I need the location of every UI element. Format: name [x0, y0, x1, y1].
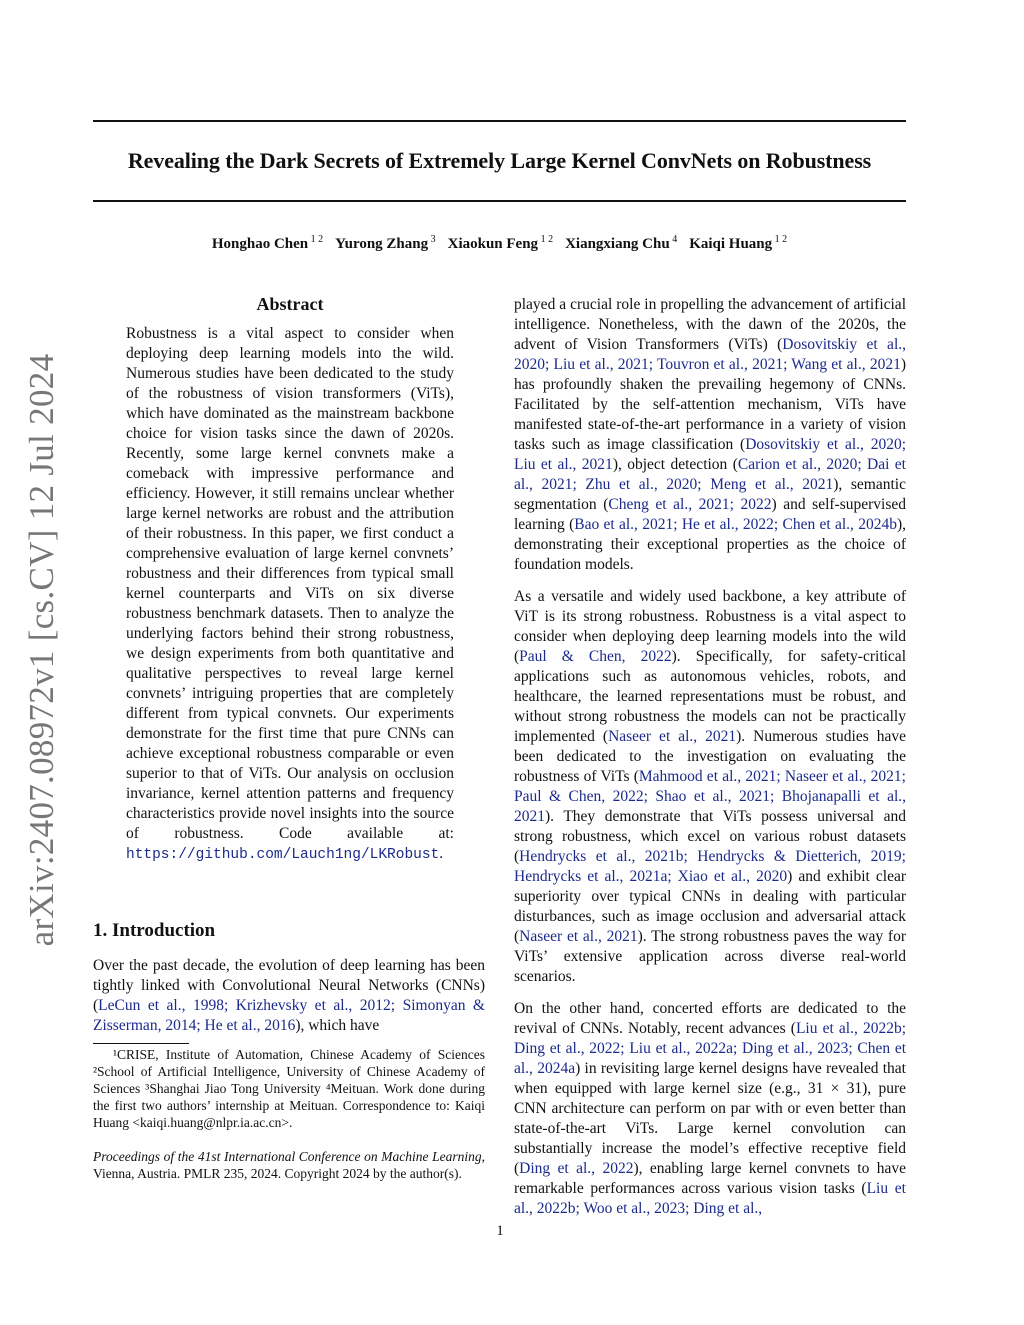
paragraph-text: ), demonstrating their exceptional properties as the choice of foundation models.: [514, 516, 906, 573]
proceedings-note: [93, 1148, 485, 1182]
abstract-heading: Abstract: [256, 294, 324, 314]
citation-link[interactable]: Dosovitskiy et al., 2020; Liu et al., 2021; Touvron et al., 2021; Wang et al., 2021: [514, 336, 906, 373]
citation-link[interactable]: Paul & Chen, 2022: [519, 648, 672, 665]
author-affiliation: 4: [669, 234, 678, 245]
paragraph-text: ) has profoundly shaken the prevailing hegemony of CNNs. Facilitated by the self-attention mechanism, ViTs have manifested state-of-the-art performance in a variety of vision tasks such as image classification (: [514, 356, 906, 453]
body-paragraph: [514, 587, 906, 987]
footnote-rule: [93, 1043, 189, 1044]
paper-title: Revealing the Dark Secrets of Extremely Large Kernel ConvNets on Robustness: [127, 148, 872, 173]
paragraph-text: ) in revisiting large kernel designs have revealed that when equipped with large kernel size (e.g., 31 × 31), pure CNN architecture can perform on par with or even better than state-of-the-art ViTs. Large kernel convolution can substantially increase the model’s effective receptive field (: [514, 1060, 906, 1177]
citation-link[interactable]: Naseer et al., 2021: [608, 728, 737, 745]
paragraph-text: ). Numerous studies have been dedicated to the investigation on evaluating the robustness of ViTs (: [514, 728, 906, 785]
author-name: Honghao Chen $^{1 2}$: [211, 234, 324, 252]
right-column: [514, 295, 906, 1231]
citation-link[interactable]: Dosovitskiy et al., 2020; Liu et al., 2021: [514, 436, 906, 473]
citation-link[interactable]: Hendrycks et al., 2021b; Hendrycks & Dietterich, 2019; Hendrycks et al., 2021a; Xiao et al., 2020: [514, 848, 906, 885]
author-affiliation: 1 2: [308, 234, 324, 245]
title-bottom-rule: [93, 200, 906, 202]
proceedings-details: , Vienna, Austria. PMLR 235, 2024. Copyright 2024 by the author(s).: [93, 1149, 485, 1181]
author-affiliation: 1 2: [772, 234, 788, 245]
paragraph-text: ), object detection (: [612, 456, 738, 473]
introduction-paragraph: [93, 956, 485, 1036]
body-paragraph: [514, 999, 906, 1219]
paragraph-text: ) and exhibit clear superiority over typical CNNs in dealing with particular disturbances, such as image occlusion and adversarial attack (: [514, 868, 906, 945]
paragraph-text: ). The strong robustness paves the way for ViTs’ extensive application across diverse real-world scenarios.: [514, 928, 906, 985]
author-name: Xiangxiang Chu $^4$: [565, 234, 678, 252]
paragraph-text: ). Specifically, for safety-critical applications such as autonomous vehicles, robots, and healthcare, the learned representations must be robust, and without strong robustness the models can not be practically implemented (: [514, 648, 906, 745]
abstract: Abstract Robustness is a vital aspect to consider when deploying deep learning models into the wild. Numerous studies have been dedicated to the study of the robustness of vision transformers (ViTs), which have dominated as the mainstream backbone choice for vision tasks since the dawn of 2020s. Recently, some large kernel convnets make a comeback with impressive performance and efficiency. However, it still remains unclear whether large kernel networks are robust and the attribution of their robustness. In this paper, we first conduct a comprehensive evaluation of large kernel convnets’ robustness and their differences from typical small kernel counterparts and ViTs on six diverse robustness benchmark datasets. Then to analyze the underlying factors behind their strong robustness, we design experiments from both quantitative and qualitative perspectives to reveal large kernel convnets’ intriguing properties that are completely different from typical convnets. Our experiments demonstrate for the first time that pure CNNs can achieve exceptional robustness comparable or even superior to that of ViTs. Our analysis on occlusion invariance, kernel attention patterns and frequency characteristics provide novel insights into the source of robustness. Code available at: https://github.com/Lauch1ng/LKRobust.: [126, 294, 454, 863]
title-top-rule: [93, 120, 906, 122]
citation-link[interactable]: Liu et al., 2022b; Woo et al., 2023; Ding et al.,: [514, 1180, 906, 1217]
paragraph-text: ), enabling large kernel convnets to have remarkable performances across various vision tasks (: [514, 1160, 907, 1197]
intro-text: Over the past decade, the evolution of deep learning has been tightly linked with Convolutional Neural Networks (CNNs) (: [93, 957, 485, 1014]
abstract-text: Robustness is a vital aspect to consider when deploying deep learning models into the wild. Numerous studies have been dedicated to the study of the robustness of vision transformers (ViTs), which have dominated as the mainstream backbone choice for vision tasks since the dawn of 2020s. Recently, some large kernel convnets make a comeback with impressive performance and efficiency. However, it still remains unclear whether large kernel networks are robust and the attribution of their robustness. In this paper, we first conduct a comprehensive evaluation of large kernel convnets’ robustness and their differences from typical small kernel counterparts and ViTs on six diverse robustness benchmark datasets. Then to analyze the underlying factors behind their strong robustness, we design experiments from both quantitative and qualitative perspectives to reveal large kernel convnets’ intriguing properties that are completely different from typical convnets. Our experiments demonstrate for the first time that pure CNNs can achieve exceptional robustness comparable or even superior to that of ViTs. Our analysis on occlusion invariance, kernel attention patterns and frequency characteristics provide novel insights into the source of robustness. Code available at:: [126, 325, 454, 842]
author-name: Xiaokun Feng $^{1 2}$: [447, 234, 554, 252]
citation-link[interactable]: Bao et al., 2021; He et al., 2022; Chen et al., 2024b: [574, 516, 897, 533]
introduction-heading: 1. Introduction: [93, 920, 216, 941]
citation-link[interactable]: Liu et al., 2022b; Ding et al., 2022; Liu et al., 2022a; Ding et al., 2023; Chen et al., 2024a: [514, 1020, 907, 1077]
paragraph-text: On the other hand, concerted efforts are dedicated to the revival of CNNs. Notably, recent advances (: [514, 1000, 906, 1037]
author-affiliation: 1 2: [538, 234, 554, 245]
paragraph-text: As a versatile and widely used backbone, a key attribute of ViT is its strong robustness. Robustness is a vital aspect to consider when deploying deep learning models into the wild (: [514, 588, 906, 665]
paragraph-text: ). They demonstrate that ViTs possess universal and strong robustness, which excel on various robust datasets (: [514, 808, 906, 865]
citation-link[interactable]: Carion et al., 2020; Dai et al., 2021; Zhu et al., 2020; Meng et al., 2021: [514, 456, 906, 493]
affiliation-footnote: [93, 1046, 485, 1131]
proceedings-venue: Proceedings of the 41st International Conference on Machine Learning: [93, 1149, 482, 1164]
citation-link[interactable]: Cheng et al., 2021; 2022: [608, 496, 772, 513]
citation-link[interactable]: Ding et al., 2022: [519, 1160, 634, 1177]
intro-text: ), which have: [295, 1017, 380, 1034]
paragraph-text: ) and self-supervised learning (: [514, 496, 907, 533]
author-list: [93, 234, 906, 253]
code-link[interactable]: https://github.com/Lauch1ng/LKRobust: [126, 847, 440, 863]
author-name: Yurong Zhang $^3$: [335, 234, 436, 252]
page-number: 1: [496, 1223, 504, 1239]
author-name: Kaiqi Huang $^{1 2}$: [689, 234, 788, 252]
footnote-text: ¹CRISE, Institute of Automation, Chinese Academy of Sciences ²School of Artificial Intelligence, University of Chinese Academy of Sciences ³Shanghai Jiao Tong University ⁴Meituan. Work done during the first two authors’ internship at Meituan. Correspondence to: Kaiqi Huang <kaiqi.huang@nlpr.ia.ac.cn>.: [93, 1047, 485, 1130]
author-affiliation: 3: [428, 234, 436, 245]
paragraph-text: ), semantic segmentation (: [514, 476, 906, 513]
citation-link[interactable]: Mahmood et al., 2021; Naseer et al., 2021; Paul & Chen, 2022; Shao et al., 2021; Bhojanapalli et al., 2021: [514, 768, 906, 825]
citation-link[interactable]: LeCun et al., 1998; Krizhevsky et al., 2012; Simonyan & Zisserman, 2014; He et al., 2016: [93, 997, 485, 1034]
paragraph-text: played a crucial role in propelling the advancement of artificial intelligence. Nonetheless, with the dawn of the 2020s, the advent of Vision Transformers (ViTs) (: [514, 296, 906, 353]
arxiv-identifier: arXiv:2407.08972v1 [cs.CV] 12 Jul 2024: [22, 353, 61, 947]
body-paragraph: [514, 295, 906, 575]
citation-link[interactable]: Naseer et al., 2021: [519, 928, 638, 945]
